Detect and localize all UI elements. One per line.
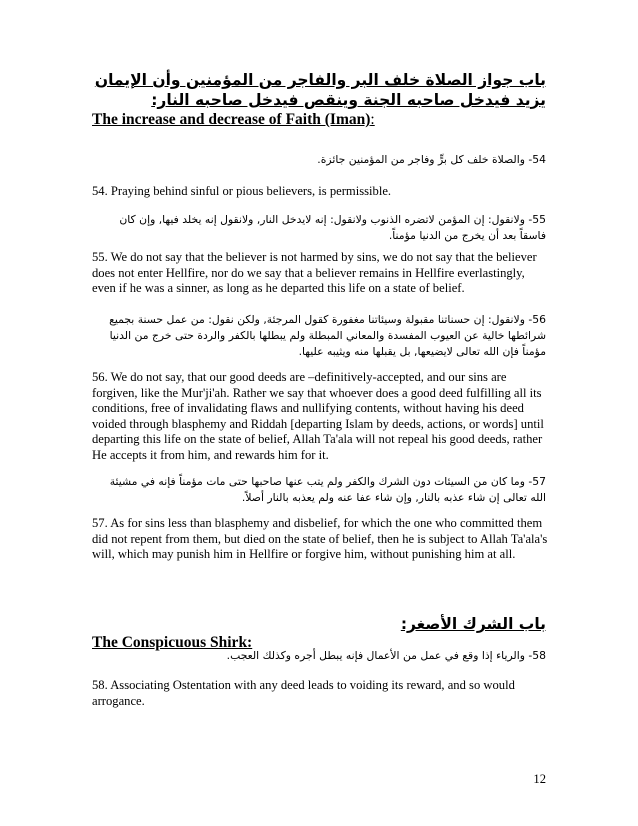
arabic-item-54: 54- والصلاة خلف كل برٍّ وفاجر من المؤمنين جائزة. [317,153,546,166]
english-title-colon: : [370,111,375,128]
english-section-title-shirk: The Conspicuous Shirk: [92,634,253,651]
arabic-section-title-shirk: باب الشرك الأصغر: [400,615,546,633]
arabic-item-55: 55- ولانقول: إن المؤمن لاتضره الذنوب ولانقول: إنه لايدخل النار, ولانقول إنه يخلد فيها, وإن كان فاسقاً بعد أن يخرج من الدنيا مؤمناً. [119,213,546,242]
arabic-item-58: 58- والرياء إذا وقع في عمل من الأعمال فإنه يبطل أجره وكذلك العجب. [226,649,546,662]
page-number: 12 [533,772,546,786]
english-item-56: 56. We do not say, that our good deeds are –definitively-accepted, and our sins are forgiven, like the Mur'ji'ah. Rather we say that whoever does a good deed fulfilling all its conditions, free of invalidating flaws and nullifying contents, without having his deed voided through blasphemy and Riddah [departing Islam by deeds, actions, or words] until departing this life on the state of belief, Allah Ta'ala will not repeal his good deeds, rather He accepts it from him, and rewards him for it. [92,370,544,462]
english-title-text: The increase and decrease of Faith (Iman) [92,111,371,128]
english-item-58: 58. Associating Ostentation with any deed leads to voiding its reward, and so would arrogance. [92,678,515,708]
english-item-55: 55. We do not say that the believer is not harmed by sins, we do not say that the believer does not enter Hellfire, nor do we say that a believer remains in Hellfire everlastingly, even if he was a sinner, as long as he departed this life on a state of belief. [92,250,537,296]
english-item-57: 57. As for sins less than blasphemy and disbelief, for which the one who committed them did not repent from them, but died on the state of belief, then he is subject to Allah Ta'ala's will, which may punish him in Hellfire or forgive him, without punishing him at all. [92,516,548,562]
english-item-54: 54. Praying behind sinful or pious believers, is permissible. [92,184,392,198]
arabic-section-title-faith: باب جواز الصلاة خلف البر والفاجر من المؤمنين وأن الإيمان يزيد فيدخل صاحبه الجنة وينقص فيدخل صاحبه النار: [94,71,546,109]
arabic-item-56: 56- ولانقول: إن حسناتنا مقبولة وسيئاتنا مغفورة كقول المرجئة, ولكن نقول: من عمل حسنة بجميع شرائطها خالية عن العيوب المفسدة والمعاني المبطلة ولم يبطلها بالكفر والردة حتى خرج من الدنيا مؤمناً فإن الله تعالى لايضيعها, بل يقبلها منه ويثيبه عليها. [109,313,546,358]
english-section-title-faith [92,110,375,129]
arabic-item-57: 57- وما كان من السيئات دون الشرك والكفر ولم يتب عنها صاحبها حتى مات مؤمناً فإنه في مشيئة الله تعالى إن شاء عذبه بالنار, وإن شاء عفا عنه ولم يعذبه بالنار أصلاً. [109,475,546,504]
